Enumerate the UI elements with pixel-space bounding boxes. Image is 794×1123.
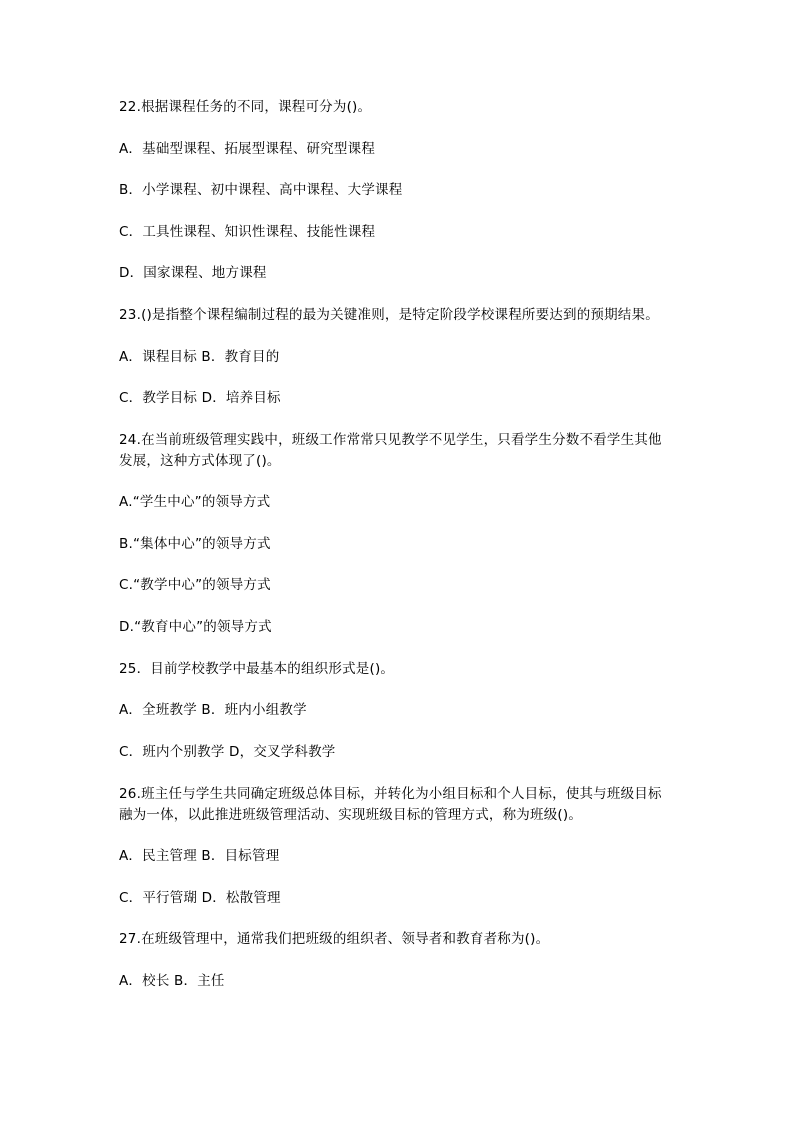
question-23-stem: 23.()是指整个课程编制过程的最为关键准则，是特定阶段学校课程所要达到的预期结果。 (119, 307, 659, 323)
question-24-option-b: B.“集体中心”的领导方式 (119, 536, 271, 552)
question-26-options-cd: C．平行管瑚 D．松散管理 (119, 890, 281, 906)
question-23-options-cd: C．教学目标 D．培养目标 (119, 390, 281, 406)
question-24-stem-line2: 发展，这种方式体现了()。 (119, 453, 281, 469)
question-26-stem-line2: 融为一体，以此推进班级管理活动、实现班级目标的管理方式，称为班级()。 (119, 807, 583, 823)
question-24-option-c: C.“教学中心”的领导方式 (119, 577, 271, 593)
question-25-options-cd: C．班内个别教学 D，交叉学科教学 (119, 744, 336, 760)
question-26-stem-line1: 26.班主任与学生共同确定班级总体目标，并转化为小组目标和个人目标，使其与班级目标 (119, 786, 662, 802)
question-24-option-a: A.“学生中心”的领导方式 (119, 494, 271, 510)
question-24-stem-line1: 24.在当前班级管理实践中，班级工作常常只见教学不见学生，只看学生分数不看学生其他 (119, 432, 662, 448)
question-22-option-c: C．工具性课程、知识性课程、技能性课程 (119, 224, 376, 240)
question-22-option-b: B．小学课程、初中课程、高中课程、大学课程 (119, 182, 403, 198)
question-24-option-d: D.“教育中心”的领导方式 (119, 619, 272, 635)
question-22-option-a: A．基础型课程、拓展型课程、研究型课程 (119, 141, 376, 157)
question-26-options-ab: A．民主管理 B．目标管理 (119, 848, 280, 864)
question-27-options-ab: A．校长 B．主任 (119, 973, 225, 989)
question-22-stem: 22.根据课程任务的不同，课程可分为()。 (119, 99, 372, 115)
question-22-option-d: D．国家课程、地方课程 (119, 265, 267, 281)
question-27-stem: 27.在班级管理中，通常我们把班级的组织者、领导者和教育者称为()。 (119, 931, 550, 947)
question-25-options-ab: A．全班教学 B．班内小组教学 (119, 702, 307, 718)
question-25-stem: 25．目前学校教学中最基本的组织形式是()。 (119, 661, 395, 677)
question-23-options-ab: A．课程目标 B．教育目的 (119, 349, 280, 365)
